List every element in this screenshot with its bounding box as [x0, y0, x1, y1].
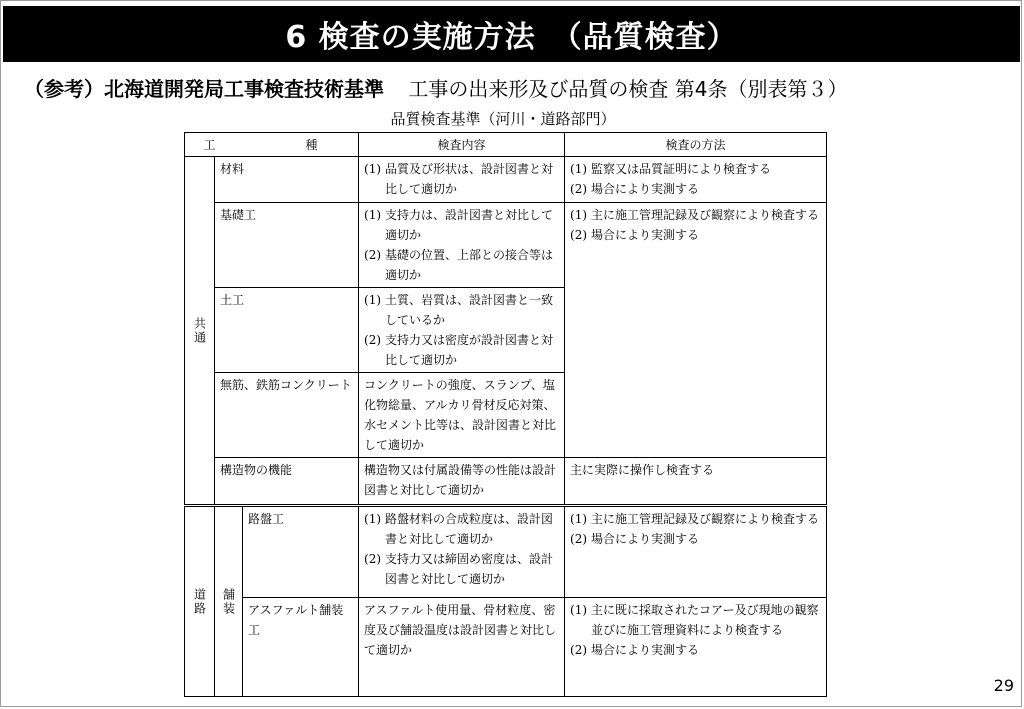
cell-foundation-content	[359, 203, 565, 288]
table-row-foundation	[185, 203, 827, 288]
subtitle-article: 工事の出来形及び品質の検査 第4条（別表第３）	[408, 77, 848, 101]
list-item: (2) 場合により実測する	[570, 532, 700, 546]
list-item: (1) 土質、岩質は、設計図書と一致しているか	[364, 293, 554, 327]
list-item: (2) 場合により実測する	[570, 643, 700, 657]
list-item: (1) 品質及び形状は、設計図書と対比して適切か	[364, 162, 554, 196]
cell-foundation-name: 基礎工	[215, 203, 359, 288]
header-kind: 工 種	[185, 133, 359, 157]
list-item: (2) 場合により実測する	[570, 228, 700, 242]
cell-material-content	[359, 157, 565, 203]
table-row-roadbed	[185, 506, 827, 598]
list-item: (2) 場合により実測する	[570, 182, 700, 196]
list-item: (2) 支持力又は密度が設計図書と対比して適切か	[364, 333, 554, 367]
group-pavement: 舗装	[215, 506, 243, 697]
list-item: (1) 監察又は品質証明により検査する	[570, 162, 772, 176]
cell-roadbed-method	[565, 506, 827, 598]
table-row-material	[185, 157, 827, 203]
inspection-criteria-table	[184, 132, 827, 697]
cell-structure-function-method: 主に実際に操作し検査する	[565, 458, 827, 506]
cell-asphalt-name: アスファルト舗装工	[243, 598, 359, 697]
slide-title	[3, 6, 1020, 62]
list-item: (1) 主に施工管理記録及び観察により検査する	[570, 208, 820, 222]
cell-roadbed-content	[359, 506, 565, 598]
cell-structure-function-content: 構造物又は付属設備等の性能は設計図書と対比して適切か	[359, 458, 565, 506]
cell-asphalt-method	[565, 598, 827, 697]
cell-structure-function-name: 構造物の機能	[215, 458, 359, 506]
cell-earthwork-name: 土工	[215, 288, 359, 373]
cell-concrete-content: コンクリートの強度、スランプ、塩化物総量、アルカリ骨材反応対策、水セメント比等は、設計図書と対比して適切か	[359, 373, 565, 458]
header-method: 検査の方法	[565, 133, 827, 157]
list-item: (2) 基礎の位置、上部との接合等は適切か	[364, 248, 554, 282]
cell-material-name: 材料	[215, 157, 359, 203]
table-caption: 品質検査基準（河川・道路部門）	[390, 110, 616, 128]
subtitle-reference: （参考）北海道開発局工事検査技術基準	[24, 77, 384, 101]
list-item: (1) 路盤材料の合成粒度は、設計図書と対比して適切か	[364, 512, 554, 546]
cell-material-method	[565, 157, 827, 203]
table-header-row	[185, 133, 827, 157]
table-row-structure-function	[185, 458, 827, 506]
list-item: (2) 支持力又は締固め密度は、設計図書と対比して適切か	[364, 552, 554, 586]
cell-concrete-name: 無筋、鉄筋コンクリート	[215, 373, 359, 458]
list-item: (1) 主に施工管理記録及び観察により検査する	[570, 512, 820, 526]
list-item: (1) 支持力は、設計図書と対比して適切か	[364, 208, 554, 242]
group-common: 共通	[185, 157, 215, 506]
cell-earthwork-content	[359, 288, 565, 373]
cell-asphalt-content: アスファルト使用量、骨材粒度、密度及び舗設温度は設計図書と対比して適切か	[359, 598, 565, 697]
slide-title-text: 6 検査の実施方法 （品質検査）	[285, 20, 738, 55]
subtitle	[24, 74, 1014, 104]
list-item: (1) 主に既に採取されたコアー及び現地の観察並びに施工管理資料により検査する	[570, 603, 819, 637]
cell-foundation-method	[565, 203, 827, 458]
group-road: 道路	[185, 506, 215, 697]
page-number: 29	[993, 676, 1014, 695]
header-content: 検査内容	[359, 133, 565, 157]
cell-roadbed-name: 路盤工	[243, 506, 359, 598]
table-row-asphalt	[185, 598, 827, 697]
